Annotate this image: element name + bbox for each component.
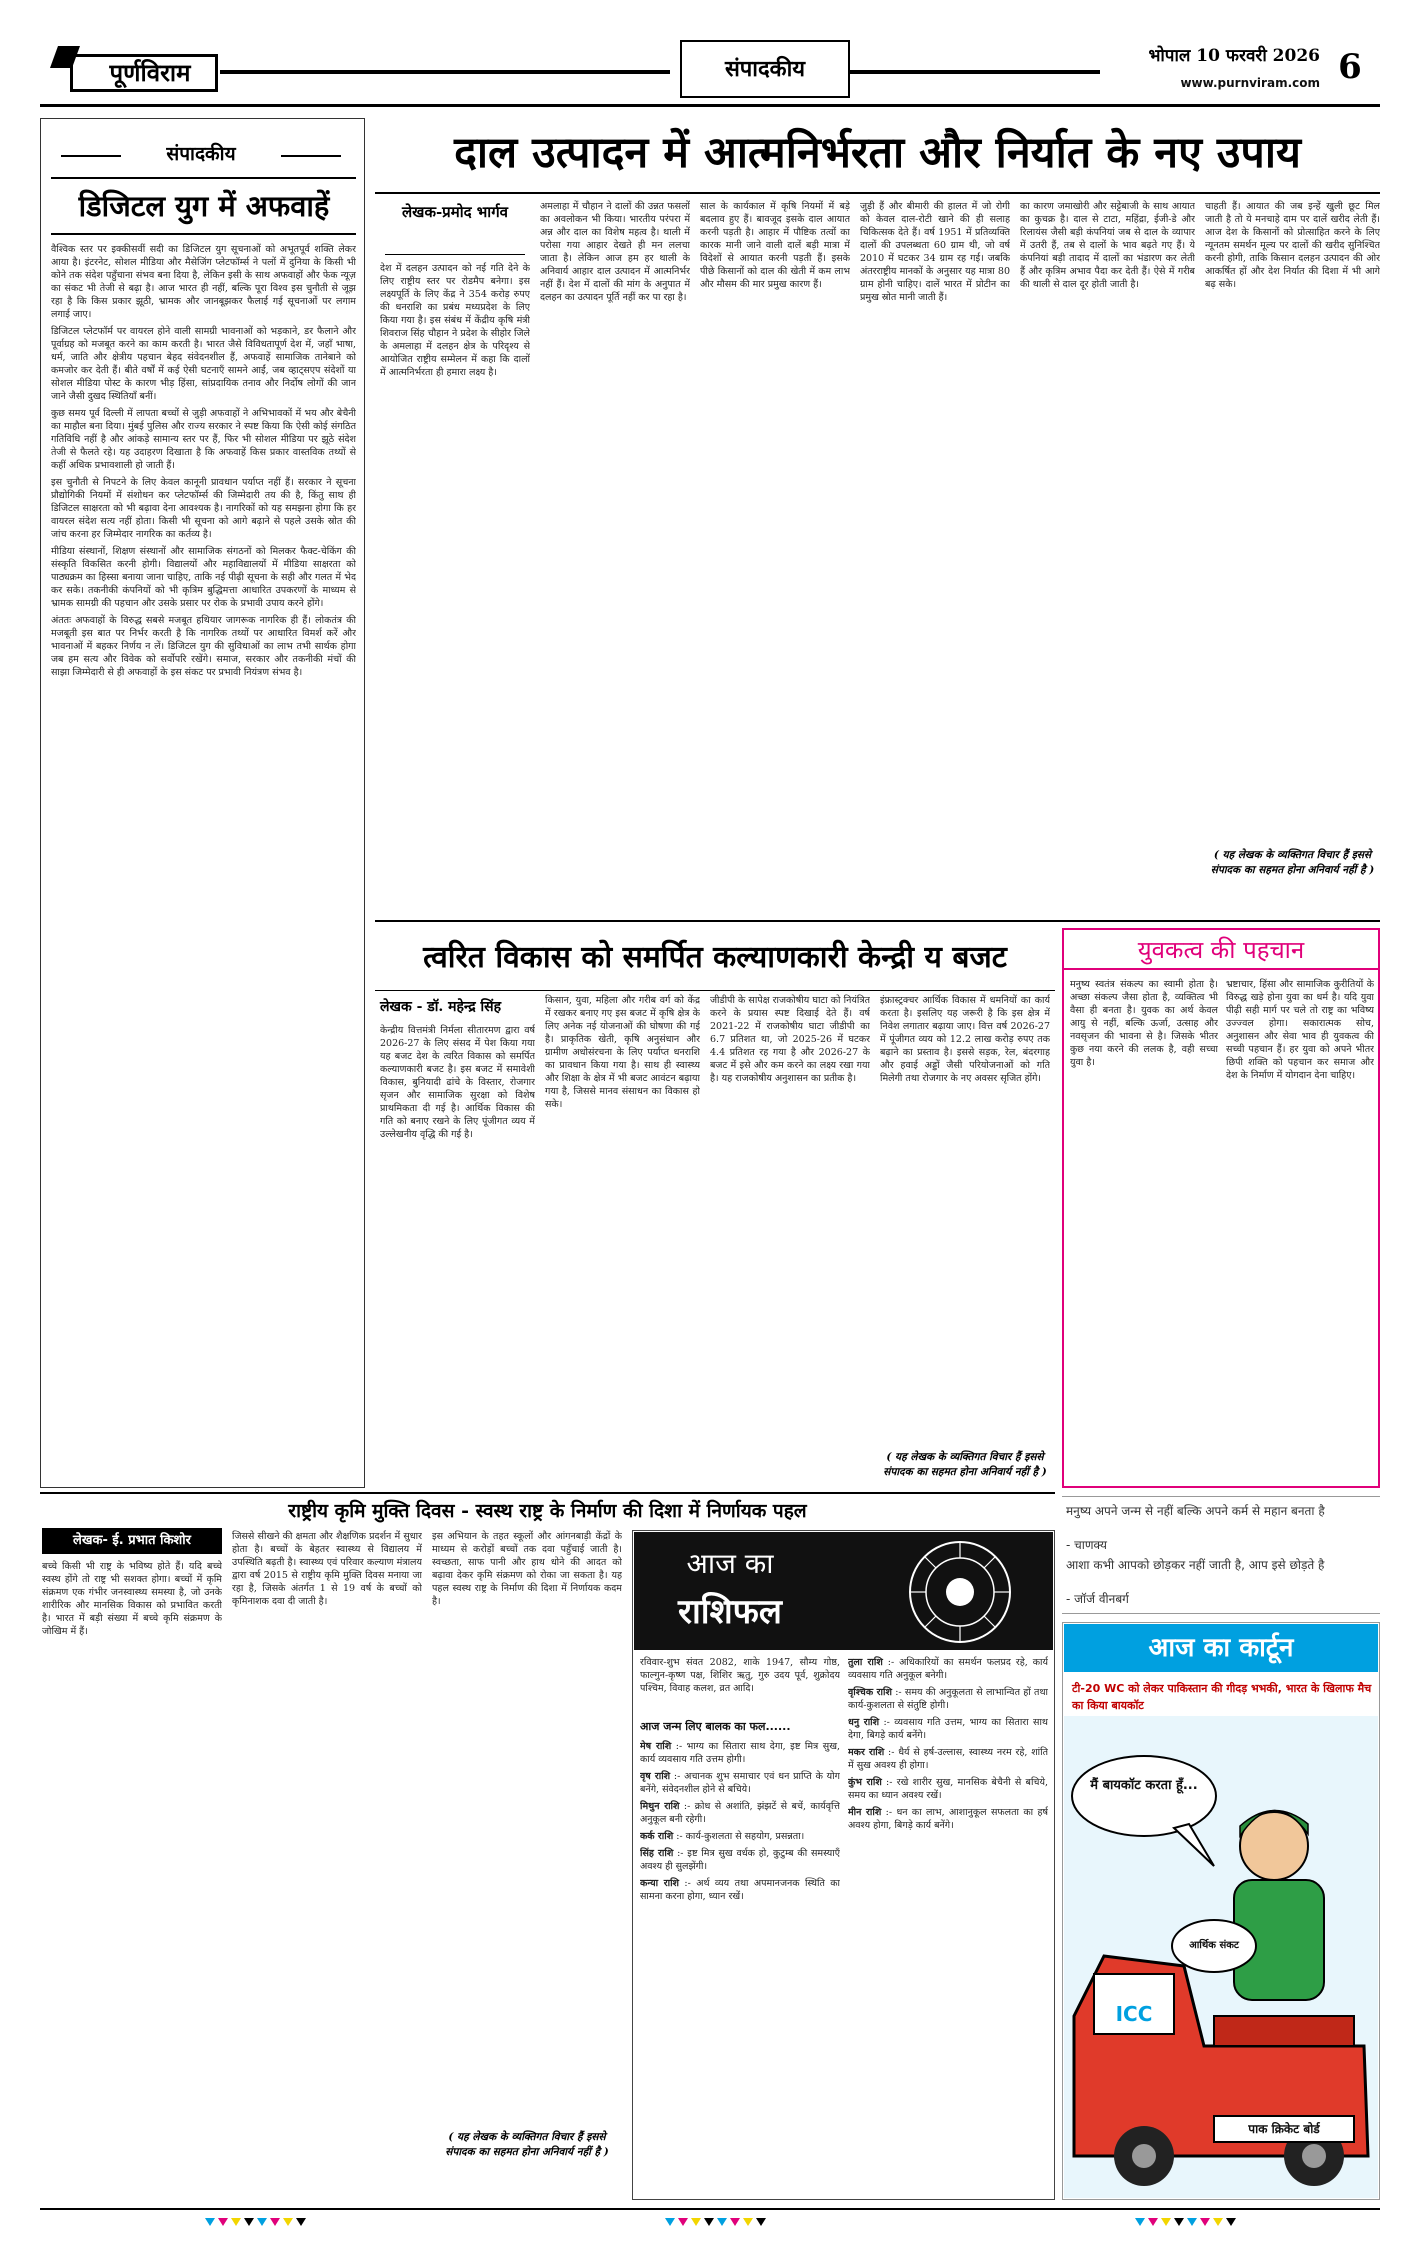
lead-column: का कारण जमाखोरी और सट्टेबाजी के साथ आयात का कुचक्र है। दाल से टाटा, महिंद्रा, ईजी-डे और रिलायंस जैसी बड़ी कंपनियां जब से दाल के व्यापार में उतरी हैं, तब से दालों के भाव बढ़ते गए हैं। ये कंपनियां बड़ी तादाद में दालों का भंडारण कर लेती हैं और कृत्रिम अभाव पैदा कर देती हैं। ऐसे में गरीब की थाली से दाल दूर होती जाती है। (1020, 201, 1195, 290)
lead-byline-rule (385, 254, 525, 255)
horoscope-text: धन का लाभ, आशानुकूल सफलता का हर्ष अवश्य होगा, बिगड़े कार्य बनेंगे। (848, 1807, 1048, 1831)
editorial-title-bottom-rule (51, 233, 356, 235)
lead-column: साल के कार्यकाल में कृषि नियमों में बड़े बदलाव हुए हैं। बावजूद इसके दाल आयात करनी पड़ती है। आहार में पौष्टिक तत्वों का कारक मानी जाने वाली दालें बड़ी मात्रा में विदेशों से आयात करनी पड़ती हैं। इसके पीछे किसानों को दाल की खेती में कम लाभ और मौसम की मार प्रमुख कारण हैं। (700, 201, 850, 290)
agri-headline[interactable]: राष्ट्रीय कृमि मुक्ति दिवस - स्वस्थ राष्ट्र के निर्माण की दिशा में निर्णायक पहल (288, 1500, 807, 1522)
horoscope-text: समय की अनुकूलता से लाभान्वित हों तथा कार्य-कुशलता से संतुष्टि होगी। (848, 1687, 1048, 1711)
horoscope-sign: कर्क राशि (640, 1831, 674, 1842)
cartoon-bag-label: आर्थिक संकट (1189, 1940, 1239, 1951)
lead-disclaimer: ( यह लेखक के व्यक्तिगत विचार हैं इससे संपादक का सहमत होना अनिवार्य नहीं है ) (1210, 849, 1375, 876)
brand-name[interactable]: पूर्णविराम (109, 58, 191, 87)
lead-headline-rule (375, 192, 1380, 194)
horoscope-sign: मीन राशि (848, 1807, 882, 1818)
quote-text: मनुष्य अपने जन्म से नहीं बल्कि अपने कर्म से महान बनता है (1066, 1504, 1325, 1518)
quote-author: - चाणक्य (1066, 1538, 1107, 1552)
horoscope-title-line2: राशिफल (678, 1592, 782, 1632)
editorial-paragraph: कुछ समय पूर्व दिल्ली में लापता बच्चों से जुड़ी अफवाहों ने अभिभावकों में भय और बेचैनी का माहौल बना दिया। मुंबई पुलिस और राज्य सरकार ने स्पष्ट किया कि ऐसी कोई संगठित गतिविधि नहीं है और आंकड़े सामान्य स्तर पर हैं, फिर भी सोशल मीडिया पर झूठे संदेश तेजी से फैलते रहे। यह उदाहरण दिखाता है कि अफवाहें किस प्रकार वास्तविक तथ्यों से कहीं अधिक प्रभावशाली हो जाती हैं। (51, 408, 356, 471)
horoscope-column-right (848, 1656, 1048, 2196)
editorial-paragraph: डिजिटल प्लेटफॉर्म पर वायरल होने वाली सामग्री भावनाओं को भड़काने, डर फैलाने और पूर्वाग्रह को मजबूत करने का काम करती है। भारत जैसे विविधतापूर्ण देश में, जहाँ भाषा, धर्म, जाति और क्षेत्रीय पहचान बेहद संवेदनशील हैं, अफवाहें सामाजिक तानेबाने को कमजोर कर देती हैं। बीते वर्षों में कई ऐसी घटनाएँ सामने आईं, जब व्हाट्सएप संदेशों या सोशल मीडिया पोस्ट के कारण भीड़ हिंसा, सांप्रदायिक तनाव और निर्दोष लोगों की जान जाने जैसी दुखद स्थितियाँ बनीं। (51, 326, 356, 402)
cartoon-caption: टी-20 WC को लेकर पाकिस्तान की गीदड़ भभकी, भारत के खिलाफ मैच का किया बायकॉट (1072, 1682, 1372, 1712)
agri-column: बच्चे किसी भी राष्ट्र के भविष्य होते हैं। यदि बच्चे स्वस्थ होंगे तो राष्ट्र भी सशक्त होगा। बच्चों में कृमि संक्रमण एक गंभीर जनस्वास्थ्य समस्या है, जो उनके शारीरिक और मानसिक विकास को प्रभावित करती है। भारत में बड़ी संख्या में बच्चे कृमि संक्रमण के जोखिम में हैं। (42, 1561, 222, 1637)
horoscope-entry: मीन राशि :- धन का लाभ, आशानुकूल सफलता का हर्ष अवश्य होगा, बिगड़े कार्य बनेंगे। (848, 1807, 1048, 1831)
quote-text: आशा कभी आपको छोड़कर नहीं जाती है, आप इसे छोड़ते है (1066, 1558, 1325, 1572)
editorial-badge-right-rule (281, 155, 341, 157)
horoscope-text: भाग्य का सितारा साथ देगा, इष्ट मित्र सुख, कार्य व्यवसाय गति उत्तम होगी। (640, 1741, 840, 1765)
horoscope-sign: कुंभ राशि (848, 1777, 882, 1788)
horoscope-intro: रविवार-शुभ संवत 2082, शाके 1947, सौम्य गोष्ठ, फाल्गुन-कृष्ण पक्ष, शिशिर ऋतु, गुरु उदय पूर्व, शुक्रोदय पश्चिम, विवाह कलश, व्रत आदि। (640, 1657, 840, 1694)
footer-registration-marks-left (205, 2218, 306, 2226)
lead-bottom-rule (375, 920, 1380, 922)
horoscope-entry: सिंह राशि :- इष्ट मित्र सुख वर्धक हो, कुटुम्ब की समस्याएँ अवश्य ही सुलझेंगी। (640, 1848, 840, 1872)
lead-column: अमलाहा में चौहान ने दालों की उन्नत फसलों का अवलोकन भी किया। भारतीय परंपरा में अन्न और दाल का विशेष महत्व है। थाली में परोसा गया आहार देखते ही मन ललचा जाता है। लेकिन आज हम हर थाली के अनिवार्य आहार दाल उत्पादन में आत्मनिर्भर नहीं हैं। देश में दालों की मांग के अनुपात में दलहन का उत्पादन पूर्ति नहीं कर पा रहा है। (540, 201, 690, 303)
horoscope-text: इष्ट मित्र सुख वर्धक हो, कुटुम्ब की समस्याएँ अवश्य ही सुलझेंगी। (640, 1848, 840, 1872)
horoscope-entry: मेष राशि :- भाग्य का सितारा साथ देगा, इष्ट मित्र सुख, कार्य व्यवसाय गति उत्तम होगी। (640, 1741, 840, 1765)
horoscope-sign: कन्या राशि (640, 1878, 680, 1889)
cartoon-speech: मैं बायकॉट करता हूँ... (1090, 1778, 1198, 1793)
agri-disclaimer: ( यह लेखक के व्यक्तिगत विचार हैं इससे संपादक का सहमत होना अनिवार्य नहीं है ) (445, 2131, 609, 2158)
horoscope-sign: वृष राशि (640, 1771, 671, 1782)
editorial-paragraph: अंततः अफवाहों के विरुद्ध सबसे मजबूत हथियार जागरूक नागरिक ही हैं। लोकतंत्र की मजबूती इस बात पर निर्भर करती है कि नागरिक तथ्यों पर आधारित विमर्श करें और भावनाओं में बहकर निर्णय न लें। डिजिटल युग की सुविधाओं का लाभ तभी सार्थक होगा जब हम सत्य और विवेक को सर्वोपरि रखेंगे। समाज, सरकार और तकनीकी मंचों की साझा जिम्मेदारी से ही अफवाहों के इस संकट पर प्रभावी नियंत्रण संभव है। (51, 615, 356, 678)
horoscope-entry: मकर राशि :- धैर्य से हर्ष-उल्लास, स्वास्थ्य नरम रहे, शांति में सुख अवश्य ही होगा। (848, 1747, 1048, 1771)
horoscope-text: अधिकारियों का समर्थन फलप्रद रहे, कार्य व्यवसाय गति अनुकूल बनेगी। (848, 1657, 1048, 1681)
lead-column: देश में दलहन उत्पादन को नई गति देने के लिए राष्ट्रीय स्तर पर रोडमैप बनेगा। इस लक्ष्यपूर्ति के लिए केंद्र ने 354 करोड़ रुपए की धनराशि का प्रबंध मध्यप्रदेश के लिए किया गया है। इस संबंध में केंद्रीय कृषि मंत्री शिवराज सिंह चौहान ने प्रदेश के सीहोर जिले के अमलाहा में दलहन क्षेत्र के परिदृश्य से आयोजित राष्ट्रीय सम्मेलन में कहा कि दालों में आत्मनिर्भरता ही हमारा लक्ष्य है। (380, 263, 530, 378)
section-title: संपादकीय (724, 56, 806, 82)
budget-headline-rule (375, 990, 1055, 991)
page-number: 6 (1338, 47, 1362, 87)
budget-byline: लेखक - डॉ. महेन्द्र सिंह (380, 999, 502, 1015)
budget-disclaimer: ( यह लेखक के व्यक्तिगत विचार हैं इससे संपादक का सहमत होना अनिवार्य नहीं है ) (883, 1451, 1047, 1478)
lead-headline[interactable]: दाल उत्पादन में आत्मनिर्भरता और निर्यात के नए उपाय (454, 128, 1301, 178)
horoscope-column-left (640, 1740, 840, 2195)
horoscope-text: क्रोध से अशांति, झंझटें से बचें, कार्यवृत्ति अनुकूल बनी रहेगी। (640, 1801, 840, 1825)
dateline: भोपाल 10 फरवरी 2026 (1148, 46, 1320, 66)
agri-column: जिससे सीखने की क्षमता और शैक्षणिक प्रदर्शन में सुधार होता है। बच्चों के बेहतर स्वास्थ्य से विद्यालय में उपस्थिति बढ़ती है। स्वास्थ्य एवं परिवार कल्याण मंत्रालय द्वारा वर्ष 2015 से राष्ट्रीय कृमि मुक्ति दिवस मनाया जा रहा है, जिसके अंतर्गत 1 से 19 वर्ष के बच्चों को कृमिनाशक दवा दी जाती है। (232, 1531, 422, 1607)
editorial-badge-left-rule (61, 155, 121, 157)
masthead-line-right (850, 70, 1100, 74)
cartoon-icc-label: ICC (1115, 2002, 1153, 2026)
horoscope-entry: कुंभ राशि :- रखे शारीर सुख, मानसिक बेचैनी से बचिये, समय का ध्यान अवश्य रखें। (848, 1777, 1048, 1801)
horoscope-subheading: आज जन्म लिए बालक का फल...... (640, 1720, 791, 1733)
editorial-title: डिजिटल युग में अफवाहें (78, 189, 330, 223)
horoscope-text: व्यवसाय गति उत्तम, भाग्य का सितारा साथ देगा, बिगड़े कार्य बनेंगे। (848, 1717, 1048, 1741)
cartoon-car-label: पाक क्रिकेट बोर्ड (1248, 2122, 1320, 2136)
horoscope-sign: मिथुन राशि (640, 1801, 680, 1812)
horoscope-sign: तुला राशि (848, 1657, 883, 1668)
cartoon-title: आज का कार्टून (1148, 1633, 1294, 1663)
budget-column: इंफ्रास्ट्रक्चर आर्थिक विकास में धमनियों का कार्य करता है। इसलिए यह जरूरी है कि इस क्षेत्र में निवेश लगातार बढ़ाया जाए। वित्त वर्ष 2026-27 में पूंजीगत व्यय को 12.2 लाख करोड़ रुपए तक बढ़ाने का प्रस्ताव है। इससे सड़क, रेल, बंदरगाह और हवाई अड्डों जैसी परियोजनाओं को गति मिलेगी तथा रोजगार के नए अवसर सृजित होंगे। (880, 995, 1050, 1084)
youth-column: भ्रष्टाचार, हिंसा और सामाजिक कुरीतियों के विरुद्ध खड़े होना युवा का धर्म है। यदि युवा पीढ़ी सही मार्ग पर चले तो राष्ट्र का भविष्य उज्ज्वल होगा। सकारात्मक सोच, अनुशासन और सेवा भाव ही युवकत्व की सच्ची पहचान हैं। हर युवा को अपने भीतर छिपी शक्ति को पहचान कर समाज और देश के निर्माण में योगदान देना चाहिए। (1226, 979, 1374, 1081)
editorial-body (51, 243, 356, 1479)
horoscope-entry: मिथुन राशि :- क्रोध से अशांति, झंझटें से बचें, कार्यवृत्ति अनुकूल बनी रहेगी। (640, 1801, 840, 1825)
lead-column: चाहती हैं। आयात की जब इन्हें खुली छूट मिल जाती है तो ये मनचाहे दाम पर दालें खरीद लेती हैं। आज देश के किसानों को प्रोत्साहित करने के लिए न्यूनतम समर्थन मूल्य पर दालों की खरीद सुनिश्चित करनी होगी, ताकि किसान दलहन उत्पादन की ओर आकर्षित हों और देश निर्यात की दिशा में भी आगे बढ़ सके। (1205, 201, 1380, 290)
horoscope-entry: वृष राशि :- अचानक शुभ समाचार एवं धन प्राप्ति के योग बनेंगे, संवेदनशील होने से बचिये। (640, 1771, 840, 1795)
masthead (40, 40, 1380, 98)
editorial-badge: संपादकीय (166, 143, 236, 165)
horoscope-entry: तुला राशि :- अधिकारियों का समर्थन फलप्रद रहे, कार्य व्यवसाय गति अनुकूल बनेगी। (848, 1657, 1048, 1681)
horoscope-entry: कन्या राशि :- अर्थ व्यय तथा अपमानजनक स्थिति का सामना करना होगा, ध्यान रखें। (640, 1878, 840, 1902)
lead-byline: लेखक-प्रमोद भार्गव (402, 203, 508, 221)
zodiac-wheel-icon (870, 1536, 1050, 1648)
budget-column: जीडीपी के सापेक्ष राजकोषीय घाटा को नियंत्रित करने के प्रयास स्पष्ट दिखाई देते हैं। वर्ष 2021-22 में राजकोषीय घाटा जीडीपी का 6.7 प्रतिशत था, जो 2025-26 में घटकर 4.4 प्रतिशत रह गया है और 2026-27 के बजट में इसे और कम करने का लक्ष्य रखा गया है। यह राजकोषीय अनुशासन का प्रतीक है। (710, 995, 870, 1084)
horoscope-text: अर्थ व्यय तथा अपमानजनक स्थिति का सामना करना होगा, ध्यान रखें। (640, 1878, 840, 1902)
youth-title: युवकत्व की पहचान (1137, 936, 1305, 964)
horoscope-entry: वृश्चिक राशि :- समय की अनुकूलता से लाभान्वित हों तथा कार्य-कुशलता से संतुष्टि होगी। (848, 1687, 1048, 1711)
horoscope-sign: वृश्चिक राशि (848, 1687, 892, 1698)
horoscope-sign: मकर राशि (848, 1747, 885, 1758)
footer-rule (40, 2208, 1380, 2210)
horoscope-entry: कर्क राशि :- कार्य-कुशलता से सहयोग, प्रसन्नता। (640, 1831, 805, 1842)
horoscope-sign: धनु राशि (848, 1717, 880, 1728)
editorial-paragraph: इस चुनौती से निपटने के लिए केवल कानूनी प्रावधान पर्याप्त नहीं हैं। सरकार ने सूचना प्रौद्योगिकी नियमों में संशोधन कर प्लेटफॉर्म्स की जिम्मेदारी तय की है, किंतु साथ ही डिजिटल साक्षरता को भी बढ़ावा देना आवश्यक है। नागरिकों को यह समझना होगा कि हर वायरल संदेश सत्य नहीं होता। किसी भी सूचना को आगे बढ़ाने से पहले उसके स्रोत की जांच करना हर जिम्मेदार नागरिक का कर्तव्य है। (51, 477, 356, 540)
editorial-paragraph: मीडिया संस्थानों, शिक्षण संस्थानों और सामाजिक संगठनों को मिलकर फैक्ट-चेकिंग की संस्कृति विकसित करनी होगी। विद्यालयों और महाविद्यालयों में मीडिया साक्षरता को पाठ्यक्रम का हिस्सा बनाया जाना चाहिए, ताकि नई पीढ़ी सूचना के सही और गलत में भेद कर सके। तकनीकी कंपनियों को भी कृत्रिम बुद्धिमत्ता आधारित उपकरणों के माध्यम से भ्रामक सामग्री की पहचान और उसके प्रसार पर रोक के प्रभावी उपाय करने होंगे। (51, 546, 356, 609)
quote-author: - जॉर्ज वीनबर्ग (1066, 1592, 1129, 1606)
budget-headline[interactable]: त्वरित विकास को समर्पित कल्याणकारी केन्द्री य बजट (423, 940, 1007, 975)
masthead-rule (40, 104, 1380, 107)
horoscope-text: कार्य-कुशलता से सहयोग, प्रसन्नता। (685, 1831, 805, 1842)
agri-byline: लेखक- ई. प्रभात किशोर (73, 1533, 191, 1548)
footer-registration-marks-center (665, 2218, 766, 2226)
website-link[interactable]: www.purnviram.com (1180, 76, 1320, 90)
horoscope-text: रखे शारीर सुख, मानसिक बेचैनी से बचिये, समय का ध्यान अवश्य रखें। (848, 1777, 1048, 1801)
footer-registration-marks-right (1135, 2218, 1236, 2226)
editorial-title-top-rule (51, 177, 356, 179)
horoscope-text: अचानक शुभ समाचार एवं धन प्राप्ति के योग बनेंगे, संवेदनशील होने से बचिये। (640, 1771, 840, 1795)
horoscope-text: धैर्य से हर्ष-उल्लास, स्वास्थ्य नरम रहे, शांति में सुख अवश्य ही होगा। (848, 1747, 1048, 1771)
horoscope-sign: सिंह राशि (640, 1848, 674, 1859)
masthead-line-left (220, 70, 670, 74)
agri-column: इस अभियान के तहत स्कूलों और आंगनबाड़ी केंद्रों के माध्यम से करोड़ों बच्चों तक दवा पहुँचाई जाती है। स्वच्छता, साफ पानी और हाथ धोने की आदत को बढ़ावा देकर कृमि संक्रमण को रोका जा सकता है। यह पहल स्वस्थ राष्ट्र के निर्माण की दिशा में निर्णायक कदम है। (432, 1531, 622, 1607)
lead-column: जुड़ी हैं और बीमारी की हालत में जो रोगी को केवल दाल-रोटी खाने की ही सलाह चिकित्सक देते हैं। वर्ष 1951 में प्रतिव्यक्ति दालों की उपलब्धता 60 ग्राम थी, जो वर्ष 2010 में घटकर 34 ग्राम रह गई। जबकि अंतरराष्ट्रीय मानकों के अनुसार यह मात्रा 80 ग्राम होनी चाहिए। दालें भारत में प्रोटीन का प्रमुख स्रोत मानी जाती हैं। (860, 201, 1010, 303)
quotes-box (1062, 1496, 1380, 1614)
horoscope-title-line1: आज का (686, 1547, 774, 1580)
horoscope-entry: धनु राशि :- व्यवसाय गति उत्तम, भाग्य का सितारा साथ देगा, बिगड़े कार्य बनेंगे। (848, 1717, 1048, 1741)
budget-column: केन्द्रीय वित्तमंत्री निर्मला सीतारमण द्वारा वर्ष 2026-27 के लिए संसद में पेश किया गया यह बजट देश के त्वरित विकास को समर्पित कल्याणकारी बजट है। इस बजट में समावेशी विकास, बुनियादी ढांचे के विस्तार, रोजगार सृजन और सामाजिक सुरक्षा को विशेष प्राथमिकता दी गई है। आर्थिक विकास की गति को बनाए रखने के लिए पूंजीगत व्यय में उल्लेखनीय वृद्धि की गई है। (380, 1025, 535, 1140)
section-divider (40, 1492, 1055, 1494)
editorial-box (40, 118, 365, 1488)
horoscope-sign: मेष राशि (640, 1741, 672, 1752)
editorial-paragraph: वैश्विक स्तर पर इक्कीसवीं सदी का डिजिटल युग सूचनाओं को अभूतपूर्व शक्ति लेकर आया है। इंटरनेट, सोशल मीडिया और मैसेजिंग प्लेटफॉर्म्स ने पलों में दुनिया के किसी भी कोने तक संदेश पहुँचाना संभव बना दिया है, लेकिन इसी के साथ अफवाहों और फेक न्यूज़ का संकट भी तेजी से बढ़ा है। आज भारत ही नहीं, बल्कि पूरा विश्व इस चुनौती से जूझ रहा है कि किस प्रकार झूठी, भ्रामक और जानबूझकर फैलाई गई सूचनाओं पर लगाम लगाई जाए। (51, 244, 356, 320)
budget-column: किसान, युवा, महिला और गरीब वर्ग को केंद्र में रखकर बनाए गए इस बजट में कृषि क्षेत्र के लिए अनेक नई योजनाओं की घोषणा की गई है। प्राकृतिक खेती, कृषि अनुसंधान और ग्रामीण अधोसंरचना के लिए पर्याप्त धनराशि का प्रावधान किया गया है। साथ ही स्वास्थ्य और शिक्षा के क्षेत्र में भी बजट आवंटन बढ़ाया गया है, जिससे मानव संसाधन का विकास हो सके। (545, 995, 700, 1110)
youth-column: मनुष्य स्वतंत्र संकल्प का स्वामी होता है। अच्छा संकल्प जैसा होता है, व्यक्तित्व भी वैसा ही बनता है। युवक का अर्थ केवल आयु से नहीं, बल्कि ऊर्जा, उत्साह और नवसृजन की भावना से है। जिसके भीतर कुछ नया करने की ललक है, वही सच्चा युवा है। (1070, 979, 1218, 1068)
